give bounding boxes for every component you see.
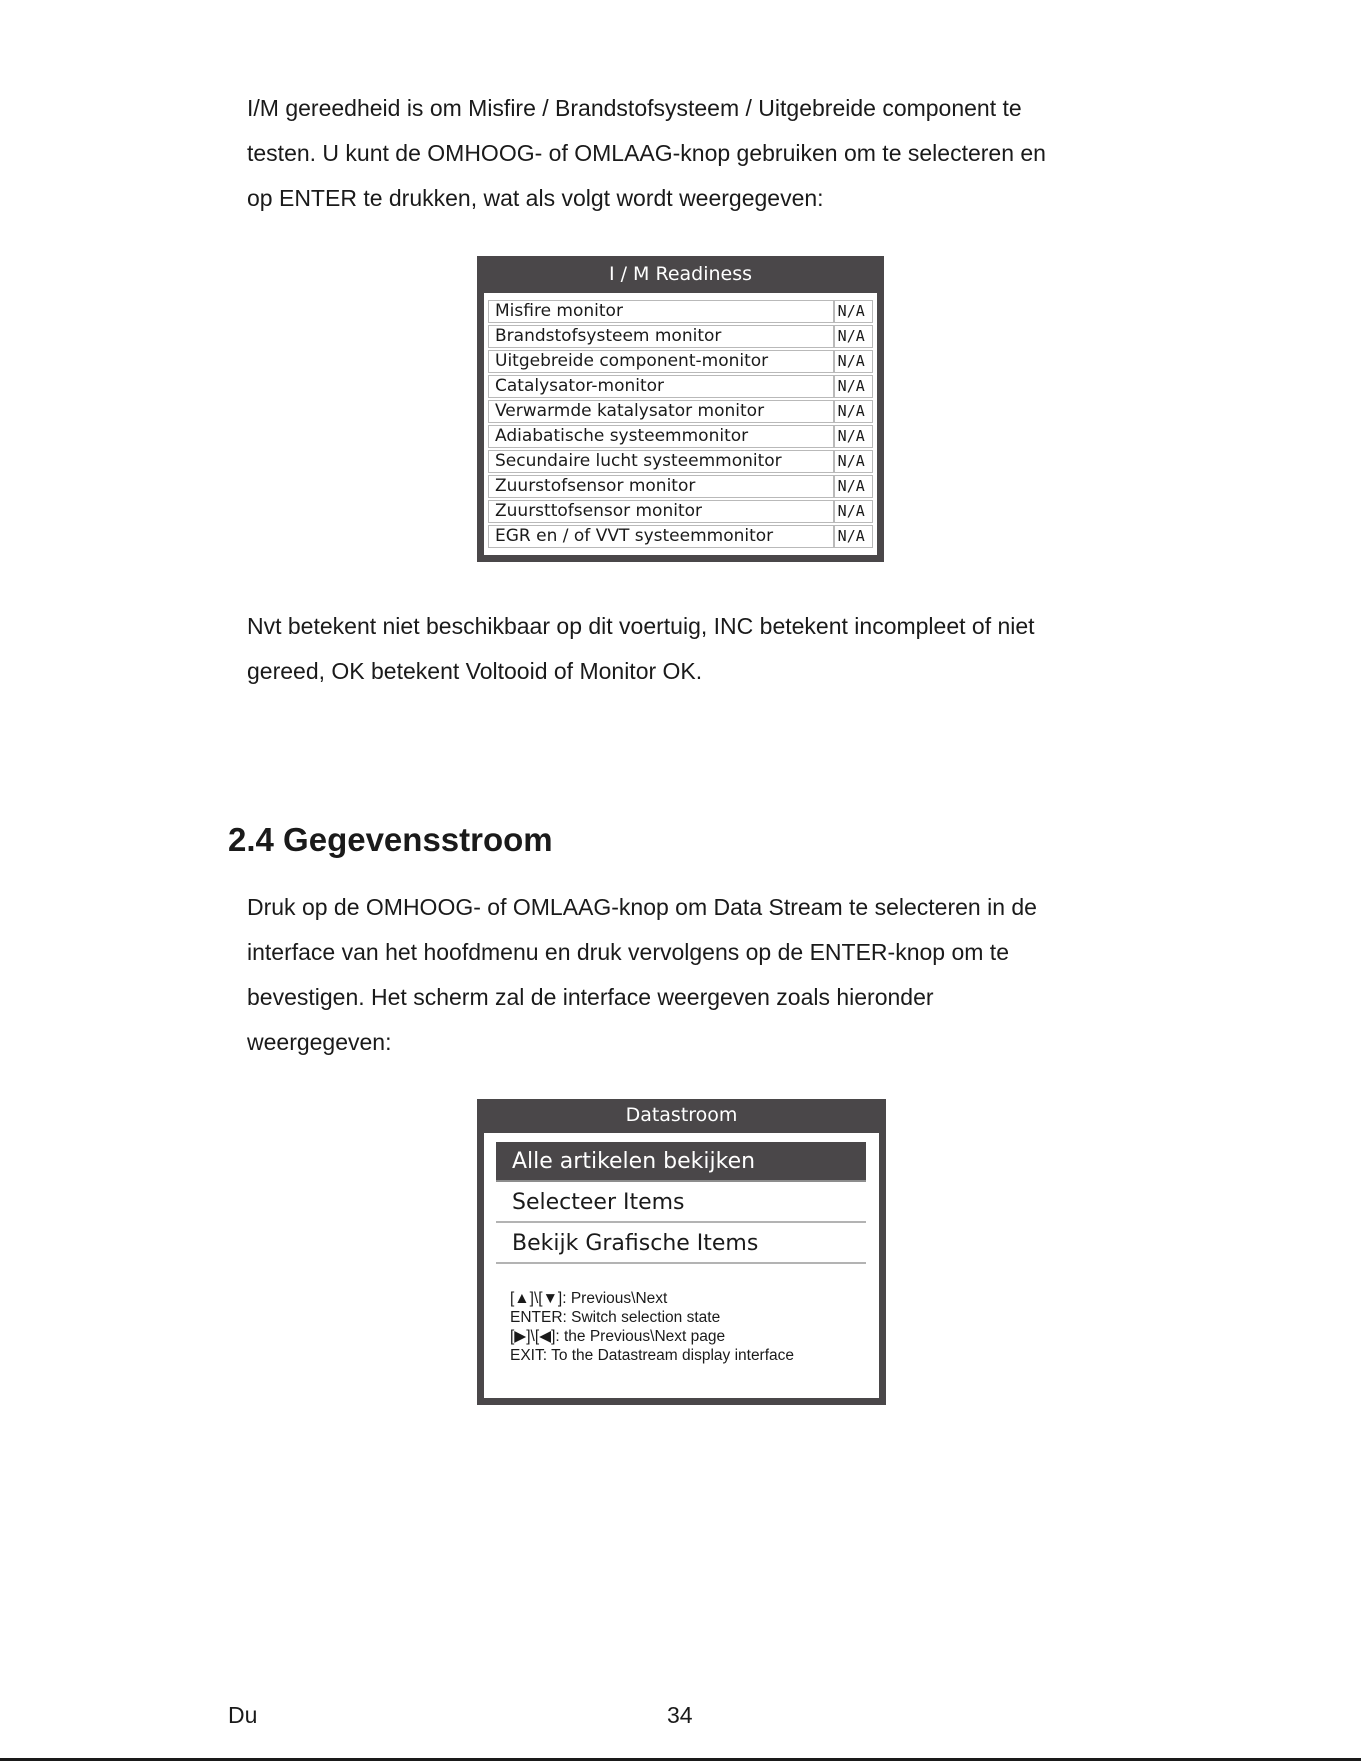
section-heading: 2.4 Gegevensstroom [228, 821, 553, 858]
table-row [488, 325, 873, 348]
monitor-label: EGR en / of VVT systeemmonitor [488, 525, 834, 548]
table-row [488, 525, 873, 548]
datastream-paragraph [247, 885, 1127, 1065]
help-line: [▶]\[◀]: the Previous\Next page [510, 1328, 726, 1345]
menu-item-graphic-items[interactable]: Bekijk Grafische Items [496, 1224, 866, 1264]
datastream-screen [477, 1099, 886, 1405]
paragraph-line: op ENTER te drukken, wat als volgt wordt weergegeven: [247, 185, 824, 211]
paragraph-line: testen. U kunt de OMHOOG- of OMLAAG-knop gebruiken om te selecteren en [247, 140, 1046, 166]
key-help [510, 1289, 794, 1365]
paragraph-line: I/M gereedheid is om Misfire / Brandstofsysteem / Uitgebreide component te [247, 95, 1022, 121]
monitor-label: Secundaire lucht systeemmonitor [488, 450, 834, 473]
readiness-screen [477, 256, 884, 562]
screen-title: Datastroom [625, 1104, 738, 1126]
monitor-label: Brandstofsysteem monitor [488, 325, 834, 348]
page-number: 34 [667, 1702, 693, 1728]
screen-body [484, 1133, 879, 1398]
paragraph-line: weergegeven: [247, 1029, 392, 1055]
readiness-table [488, 298, 873, 550]
monitor-status: N/A [834, 350, 873, 373]
table-row [488, 500, 873, 523]
monitor-status: N/A [834, 300, 873, 323]
table-row [488, 350, 873, 373]
monitor-label: Verwarmde katalysator monitor [488, 400, 834, 423]
monitor-status: N/A [834, 450, 873, 473]
status-explanation-paragraph [247, 604, 1127, 694]
footer-language: Du [228, 1702, 258, 1728]
monitor-status: N/A [834, 475, 873, 498]
help-line: [▲]\[▼]: Previous\Next [510, 1290, 668, 1307]
table-row [488, 300, 873, 323]
help-line: ENTER: Switch selection state [510, 1309, 721, 1326]
intro-paragraph [247, 86, 1127, 221]
table-row [488, 375, 873, 398]
help-line: EXIT: To the Datastream display interface [510, 1347, 795, 1364]
monitor-status: N/A [834, 400, 873, 423]
monitor-label: Misfire monitor [488, 300, 834, 323]
table-row [488, 400, 873, 423]
monitor-status: N/A [834, 325, 873, 348]
screen-title: I / M Readiness [608, 263, 753, 285]
table-row [488, 450, 873, 473]
monitor-status: N/A [834, 425, 873, 448]
paragraph-line: interface van het hoofdmenu en druk vervolgens op de ENTER-knop om te [247, 939, 1009, 965]
paragraph-line: Druk op de OMHOOG- of OMLAAG-knop om Data Stream te selecteren in de [247, 894, 1037, 920]
paragraph-line: gereed, OK betekent Voltooid of Monitor OK. [247, 658, 703, 684]
monitor-label: Zuursttofsensor monitor [488, 500, 834, 523]
monitor-label: Zuurstofsensor monitor [488, 475, 834, 498]
monitor-status: N/A [834, 500, 873, 523]
paragraph-line: bevestigen. Het scherm zal de interface weergeven zoals hieronder [247, 984, 934, 1010]
monitor-status: N/A [834, 525, 873, 548]
monitor-label: Catalysator-monitor [488, 375, 834, 398]
screen-body [484, 293, 877, 555]
monitor-label: Uitgebreide component-monitor [488, 350, 834, 373]
table-row [488, 425, 873, 448]
menu-item-view-all[interactable]: Alle artikelen bekijken [496, 1142, 866, 1182]
monitor-status: N/A [834, 375, 873, 398]
paragraph-line: Nvt betekent niet beschikbaar op dit voertuig, INC betekent incompleet of niet [247, 613, 1035, 639]
monitor-label: Adiabatische systeemmonitor [488, 425, 834, 448]
menu-item-select-items[interactable]: Selecteer Items [496, 1183, 866, 1223]
table-row [488, 475, 873, 498]
